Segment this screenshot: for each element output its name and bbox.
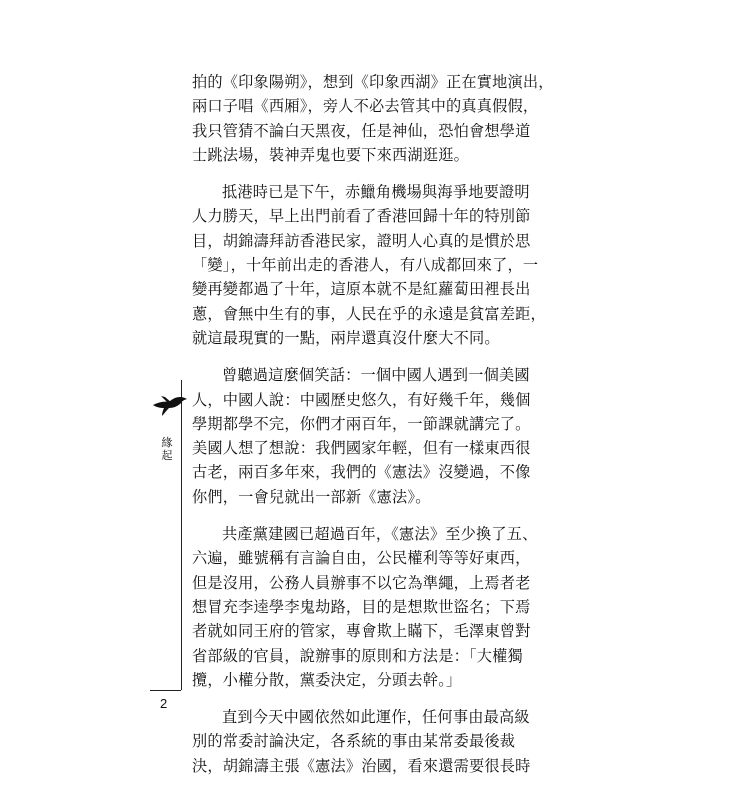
section-label-char: 緣	[161, 436, 173, 449]
margin-rule	[181, 380, 182, 690]
crow-silhouette-icon	[152, 393, 188, 417]
body-text	[192, 70, 582, 791]
text-line: 但是沒用，公務人員辦事不以它為準繩，上焉者老	[192, 573, 531, 592]
text-line: 攬，小權分散，黨委決定，分頭去幹。」	[192, 670, 462, 689]
text-line: 目，胡錦濤拜訪香港民家，證明人心真的是慣於思	[192, 231, 531, 250]
text-line: 抵港時已是下午，赤鱲角機場與海爭地要證明	[222, 183, 530, 202]
text-line: 曾聽過這麼個笑話：一個中國人遇到一個美國	[222, 366, 530, 385]
text-line: 你們，一會兒就出一部新《憲法》。	[192, 487, 431, 506]
text-line: 直到今天中國依然如此運作，任何事由最高級	[222, 708, 530, 727]
text-line: 別的常委討論決定，各系統的事由某常委最後裁	[192, 732, 516, 751]
text-line: 兩口子唱《西厢》，旁人不必去管其中的真真假假，	[192, 97, 539, 116]
text-line: 就這最現實的一點，兩岸還真沒什麼大不同。	[192, 328, 500, 347]
text-line: 拍的《印象陽朔》，想到《印象西湖》正在實地演出，	[192, 73, 554, 91]
text-line: 省部級的官員，說辦事的原則和方法是：「大權獨	[192, 646, 523, 665]
text-line: 想冒充李逵學李鬼劫路，目的是想欺世盜名；下焉	[192, 597, 531, 616]
text-line: 人力勝天，早上出門前看了香港回歸十年的特別節	[192, 207, 531, 226]
text-line: 共產黨建國已超過百年，《憲法》至少換了五、	[222, 525, 538, 544]
text-line: 決，胡錦濤主張《憲法》治國，看來還需要很長時	[192, 756, 531, 775]
text-line: 學期都學不完，你們才兩百年，一節課就講完了。	[192, 414, 531, 433]
text-line: 我只管猜不論白天黑夜，任是神仙，恐怕會想學道	[192, 121, 531, 140]
text-line: 六遍，雖號稱有言論自由，公民權利等等好東西，	[192, 549, 531, 568]
paragraph	[192, 522, 582, 692]
page-number: 2	[160, 696, 168, 711]
text-line: 美國人想了想說：我們國家年輕，但有一樣東西很	[192, 439, 531, 458]
paragraph	[192, 70, 582, 167]
text-line: 古老，兩百多年來，我們的《憲法》沒變過，不像	[192, 463, 531, 482]
footer-rule	[150, 690, 181, 691]
section-label-char: 起	[161, 449, 173, 462]
text-line: 者就如同王府的管家，專會欺上瞞下，毛澤東曾對	[192, 622, 531, 641]
paragraph	[192, 363, 582, 509]
paragraph	[192, 180, 582, 350]
text-line: 變再變都過了十年，這原本就不是紅蘿蔔田裡長出	[192, 280, 531, 299]
section-label	[160, 436, 174, 462]
text-line: 蔥，會無中生有的事，人民在乎的永遠是貧富差距，	[192, 304, 546, 323]
paragraph	[192, 705, 582, 778]
text-line: 士跳法場，裝神弄鬼也要下來西湖逛逛。	[192, 145, 469, 164]
text-line: 「變」，十年前出走的香港人，有八成都回來了，一	[192, 256, 539, 275]
text-line: 人，中國人說：中國歷史悠久，有好幾千年，幾個	[192, 390, 531, 409]
